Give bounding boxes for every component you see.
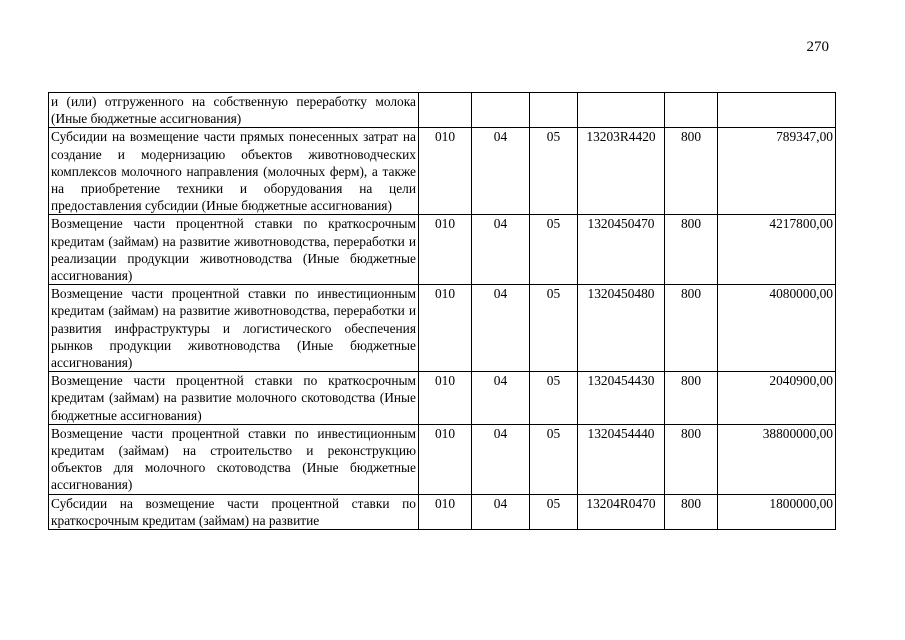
cell-target-article: 1320450480 (578, 285, 665, 372)
cell-section (472, 93, 530, 128)
cell-section: 04 (472, 494, 530, 529)
cell-amount: 1800000,00 (718, 494, 836, 529)
cell-ministry: 010 (419, 372, 472, 425)
cell-ministry: 010 (419, 285, 472, 372)
cell-ministry: 010 (419, 215, 472, 285)
cell-target-article: 13204R0470 (578, 494, 665, 529)
cell-description: Возмещение части процентной ставки по инвестиционным кредитам (займам) на развитие животноводства, переработки и развития инфраструктуры и логистического обеспечения рынков продукции животноводства (Иные бюджетные ассигнования) (49, 285, 419, 372)
cell-amount: 4217800,00 (718, 215, 836, 285)
cell-target-article: 13203R4420 (578, 128, 665, 215)
cell-expense-type: 800 (665, 128, 718, 215)
cell-subsection: 05 (530, 215, 578, 285)
table-row (49, 128, 836, 215)
table-row (49, 494, 836, 529)
cell-description: Субсидии на возмещение части процентной ставки по краткосрочным кредитам (займам) на развитие (49, 494, 419, 529)
page-number: 270 (806, 39, 829, 55)
cell-target-article: 1320454440 (578, 424, 665, 494)
cell-subsection: 05 (530, 372, 578, 425)
cell-target-article (578, 93, 665, 128)
table-row (49, 372, 836, 425)
cell-amount: 4080000,00 (718, 285, 836, 372)
cell-amount: 2040900,00 (718, 372, 836, 425)
cell-subsection: 05 (530, 128, 578, 215)
cell-description: и (или) отгруженного на собственную переработку молока (Иные бюджетные ассигнования) (49, 93, 419, 128)
cell-ministry (419, 93, 472, 128)
table-row (49, 285, 836, 372)
cell-subsection: 05 (530, 285, 578, 372)
cell-description: Возмещение части процентной ставки по краткосрочным кредитам (займам) на развитие молочного скотоводства (Иные бюджетные ассигнования) (49, 372, 419, 425)
cell-subsection: 05 (530, 494, 578, 529)
cell-description: Возмещение части процентной ставки по краткосрочным кредитам (займам) на развитие животноводства, переработки и реализации продукции животноводства (Иные бюджетные ассигнования) (49, 215, 419, 285)
cell-section: 04 (472, 285, 530, 372)
cell-section: 04 (472, 215, 530, 285)
cell-amount (718, 93, 836, 128)
cell-expense-type: 800 (665, 372, 718, 425)
cell-description: Возмещение части процентной ставки по инвестиционным кредитам (займам) на строительство и реконструкцию объектов для молочного скотоводства (Иные бюджетные ассигнования) (49, 424, 419, 494)
cell-expense-type: 800 (665, 494, 718, 529)
cell-description: Субсидии на возмещение части прямых понесенных затрат на создание и модернизацию объектов животноводческих комплексов молочного направления (молочных ферм), а также на приобретение техники и оборудования на цели предоставления субсидии (Иные бюджетные ассигнования) (49, 128, 419, 215)
cell-subsection: 05 (530, 424, 578, 494)
cell-amount: 789347,00 (718, 128, 836, 215)
cell-section: 04 (472, 128, 530, 215)
cell-expense-type: 800 (665, 215, 718, 285)
cell-section: 04 (472, 372, 530, 425)
budget-table (48, 92, 836, 530)
cell-ministry: 010 (419, 494, 472, 529)
table-row (49, 424, 836, 494)
cell-section: 04 (472, 424, 530, 494)
cell-expense-type (665, 93, 718, 128)
table-row (49, 93, 836, 128)
cell-expense-type: 800 (665, 285, 718, 372)
cell-ministry: 010 (419, 128, 472, 215)
table-row (49, 215, 836, 285)
cell-expense-type: 800 (665, 424, 718, 494)
cell-subsection (530, 93, 578, 128)
cell-target-article: 1320450470 (578, 215, 665, 285)
cell-target-article: 1320454430 (578, 372, 665, 425)
cell-ministry: 010 (419, 424, 472, 494)
cell-amount: 38800000,00 (718, 424, 836, 494)
